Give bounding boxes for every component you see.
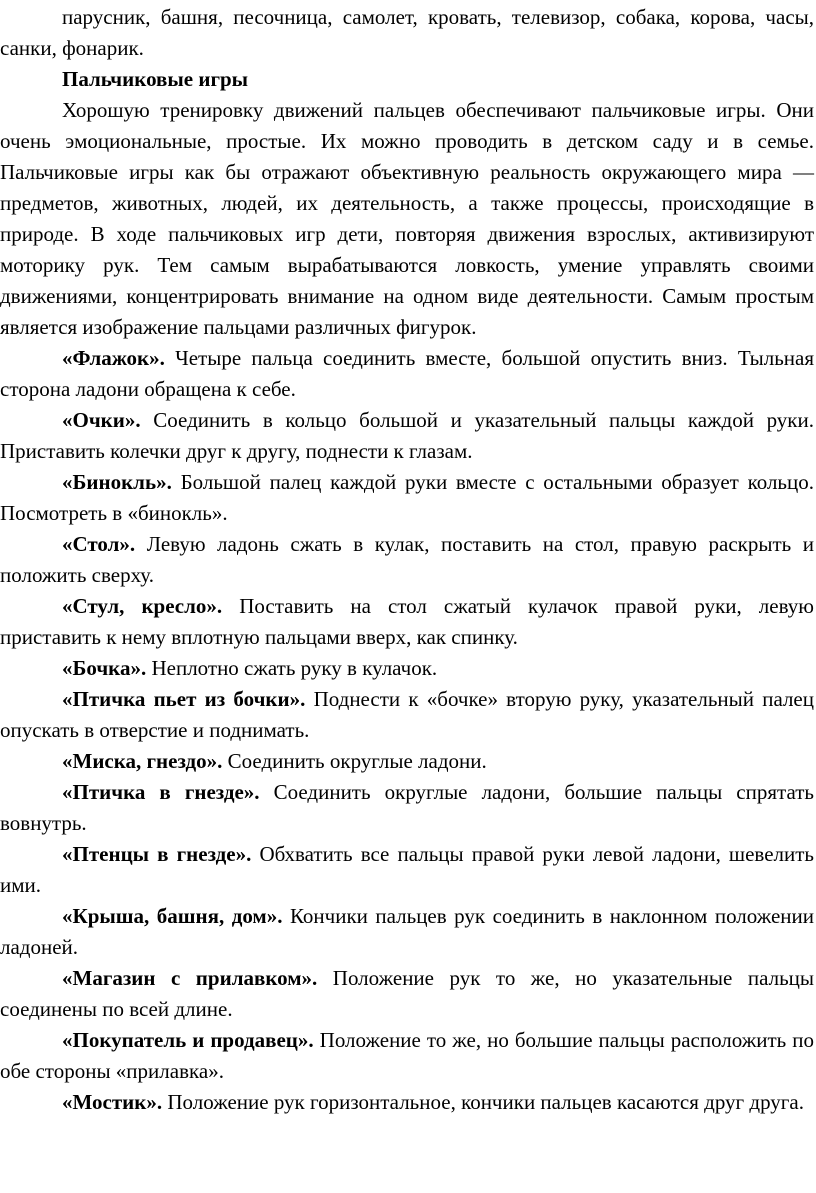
game-name: «Стул, кресло».	[62, 594, 223, 618]
section-heading: Пальчиковые игры	[62, 67, 249, 91]
game-paragraph-table	[0, 529, 814, 591]
game-paragraph-flag	[0, 343, 814, 405]
game-description: Соединить округлые ладони, большие пальцы спрятать вовнутрь.	[0, 780, 814, 835]
game-name: «Мостик».	[62, 1090, 163, 1114]
game-description: Неплотно сжать руку в кулачок.	[146, 656, 438, 680]
game-paragraph-chicks-in-nest	[0, 839, 814, 901]
game-name: «Миска, гнездо».	[62, 749, 223, 773]
game-paragraph-bowl-nest	[0, 746, 814, 777]
game-name: «Птенцы в гнезде».	[62, 842, 252, 866]
game-description: Соединить округлые ладони.	[222, 749, 487, 773]
game-name: «Флажок».	[62, 346, 165, 370]
game-description: Четыре пальца соединить вместе, большой опустить вниз. Тыльная сторона ладони обращена к себе.	[0, 346, 814, 401]
game-description: Поставить на стол сжатый кулачок правой руки, левую приставить к нему вплотную пальцами вверх, как спинку.	[0, 594, 814, 649]
game-paragraph-barrel	[0, 653, 814, 684]
game-name: «Птичка в гнезде».	[62, 780, 260, 804]
game-name: «Бинокль».	[62, 470, 172, 494]
game-description: Положение рук горизонтальное, кончики пальцев касаются друг друга.	[162, 1090, 804, 1114]
game-description: Соединить в кольцо большой и указательный пальцы каждой руки. Приставить колечки друг к другу, поднести к глазам.	[0, 408, 814, 463]
game-paragraph-bird-drinks	[0, 684, 814, 746]
game-name: «Покупатель и продавец».	[62, 1028, 314, 1052]
game-description: Большой палец каждой руки вместе с остальными образует кольцо. Посмотреть в «бинокль».	[0, 470, 814, 525]
game-paragraph-bridge	[0, 1087, 814, 1118]
game-description: Левую ладонь сжать в кулак, поставить на стол, правую раскрыть и положить сверху.	[0, 532, 814, 587]
game-paragraph-shop-counter	[0, 963, 814, 1025]
game-name: «Бочка».	[62, 656, 147, 680]
game-description: Поднести к «бочке» вторую руку, указательный палец опускать в отверстие и поднимать.	[0, 687, 814, 742]
game-description: Кончики пальцев рук соединить в наклонном положении ладоней.	[0, 904, 815, 959]
game-paragraph-chair	[0, 591, 814, 653]
game-name: «Крыша, башня, дом».	[62, 904, 283, 928]
game-name: «Очки».	[62, 408, 141, 432]
game-name: «Стол».	[62, 532, 136, 556]
main-paragraph: Хорошую тренировку движений пальцев обеспечивают пальчиковые игры. Они очень эмоциональные, простые. Их можно проводить в детском саду и в семье. Пальчиковые игры как бы отражают объективную реальность окружающего мира — предметов, животных, людей, их деятельность, а также процессы, происходящие в природе. В ходе пальчиковых игр дети, повторяя движения взрослых, активизируют моторику рук. Тем самым вырабатываются ловкость, умение управлять своими движениями, концентрировать внимание на одном виде деятельности. Самым простым является изображение пальцами различных фигурок.	[0, 98, 814, 339]
game-description: Обхватить все пальцы правой руки левой ладони, шевелить ими.	[0, 842, 815, 897]
game-description: Положение рук то же, но указательные пальцы соединены по всей длине.	[0, 966, 814, 1021]
game-paragraph-roof-tower-house	[0, 901, 814, 963]
game-paragraph-binoculars	[0, 467, 814, 529]
game-name: «Магазин с прилавком».	[62, 966, 318, 990]
document-text	[0, 2, 814, 1118]
intro-continuation-paragraph: парусник, башня, песочница, самолет, кровать, телевизор, собака, корова, часы, санки, фонарик.	[0, 5, 814, 60]
game-name: «Птичка пьет из бочки».	[62, 687, 306, 711]
game-paragraph-bird-in-nest	[0, 777, 814, 839]
game-paragraph-glasses	[0, 405, 814, 467]
game-paragraph-buyer-seller	[0, 1025, 814, 1087]
game-description: Положение то же, но большие пальцы расположить по обе стороны «прилавка».	[0, 1028, 815, 1083]
